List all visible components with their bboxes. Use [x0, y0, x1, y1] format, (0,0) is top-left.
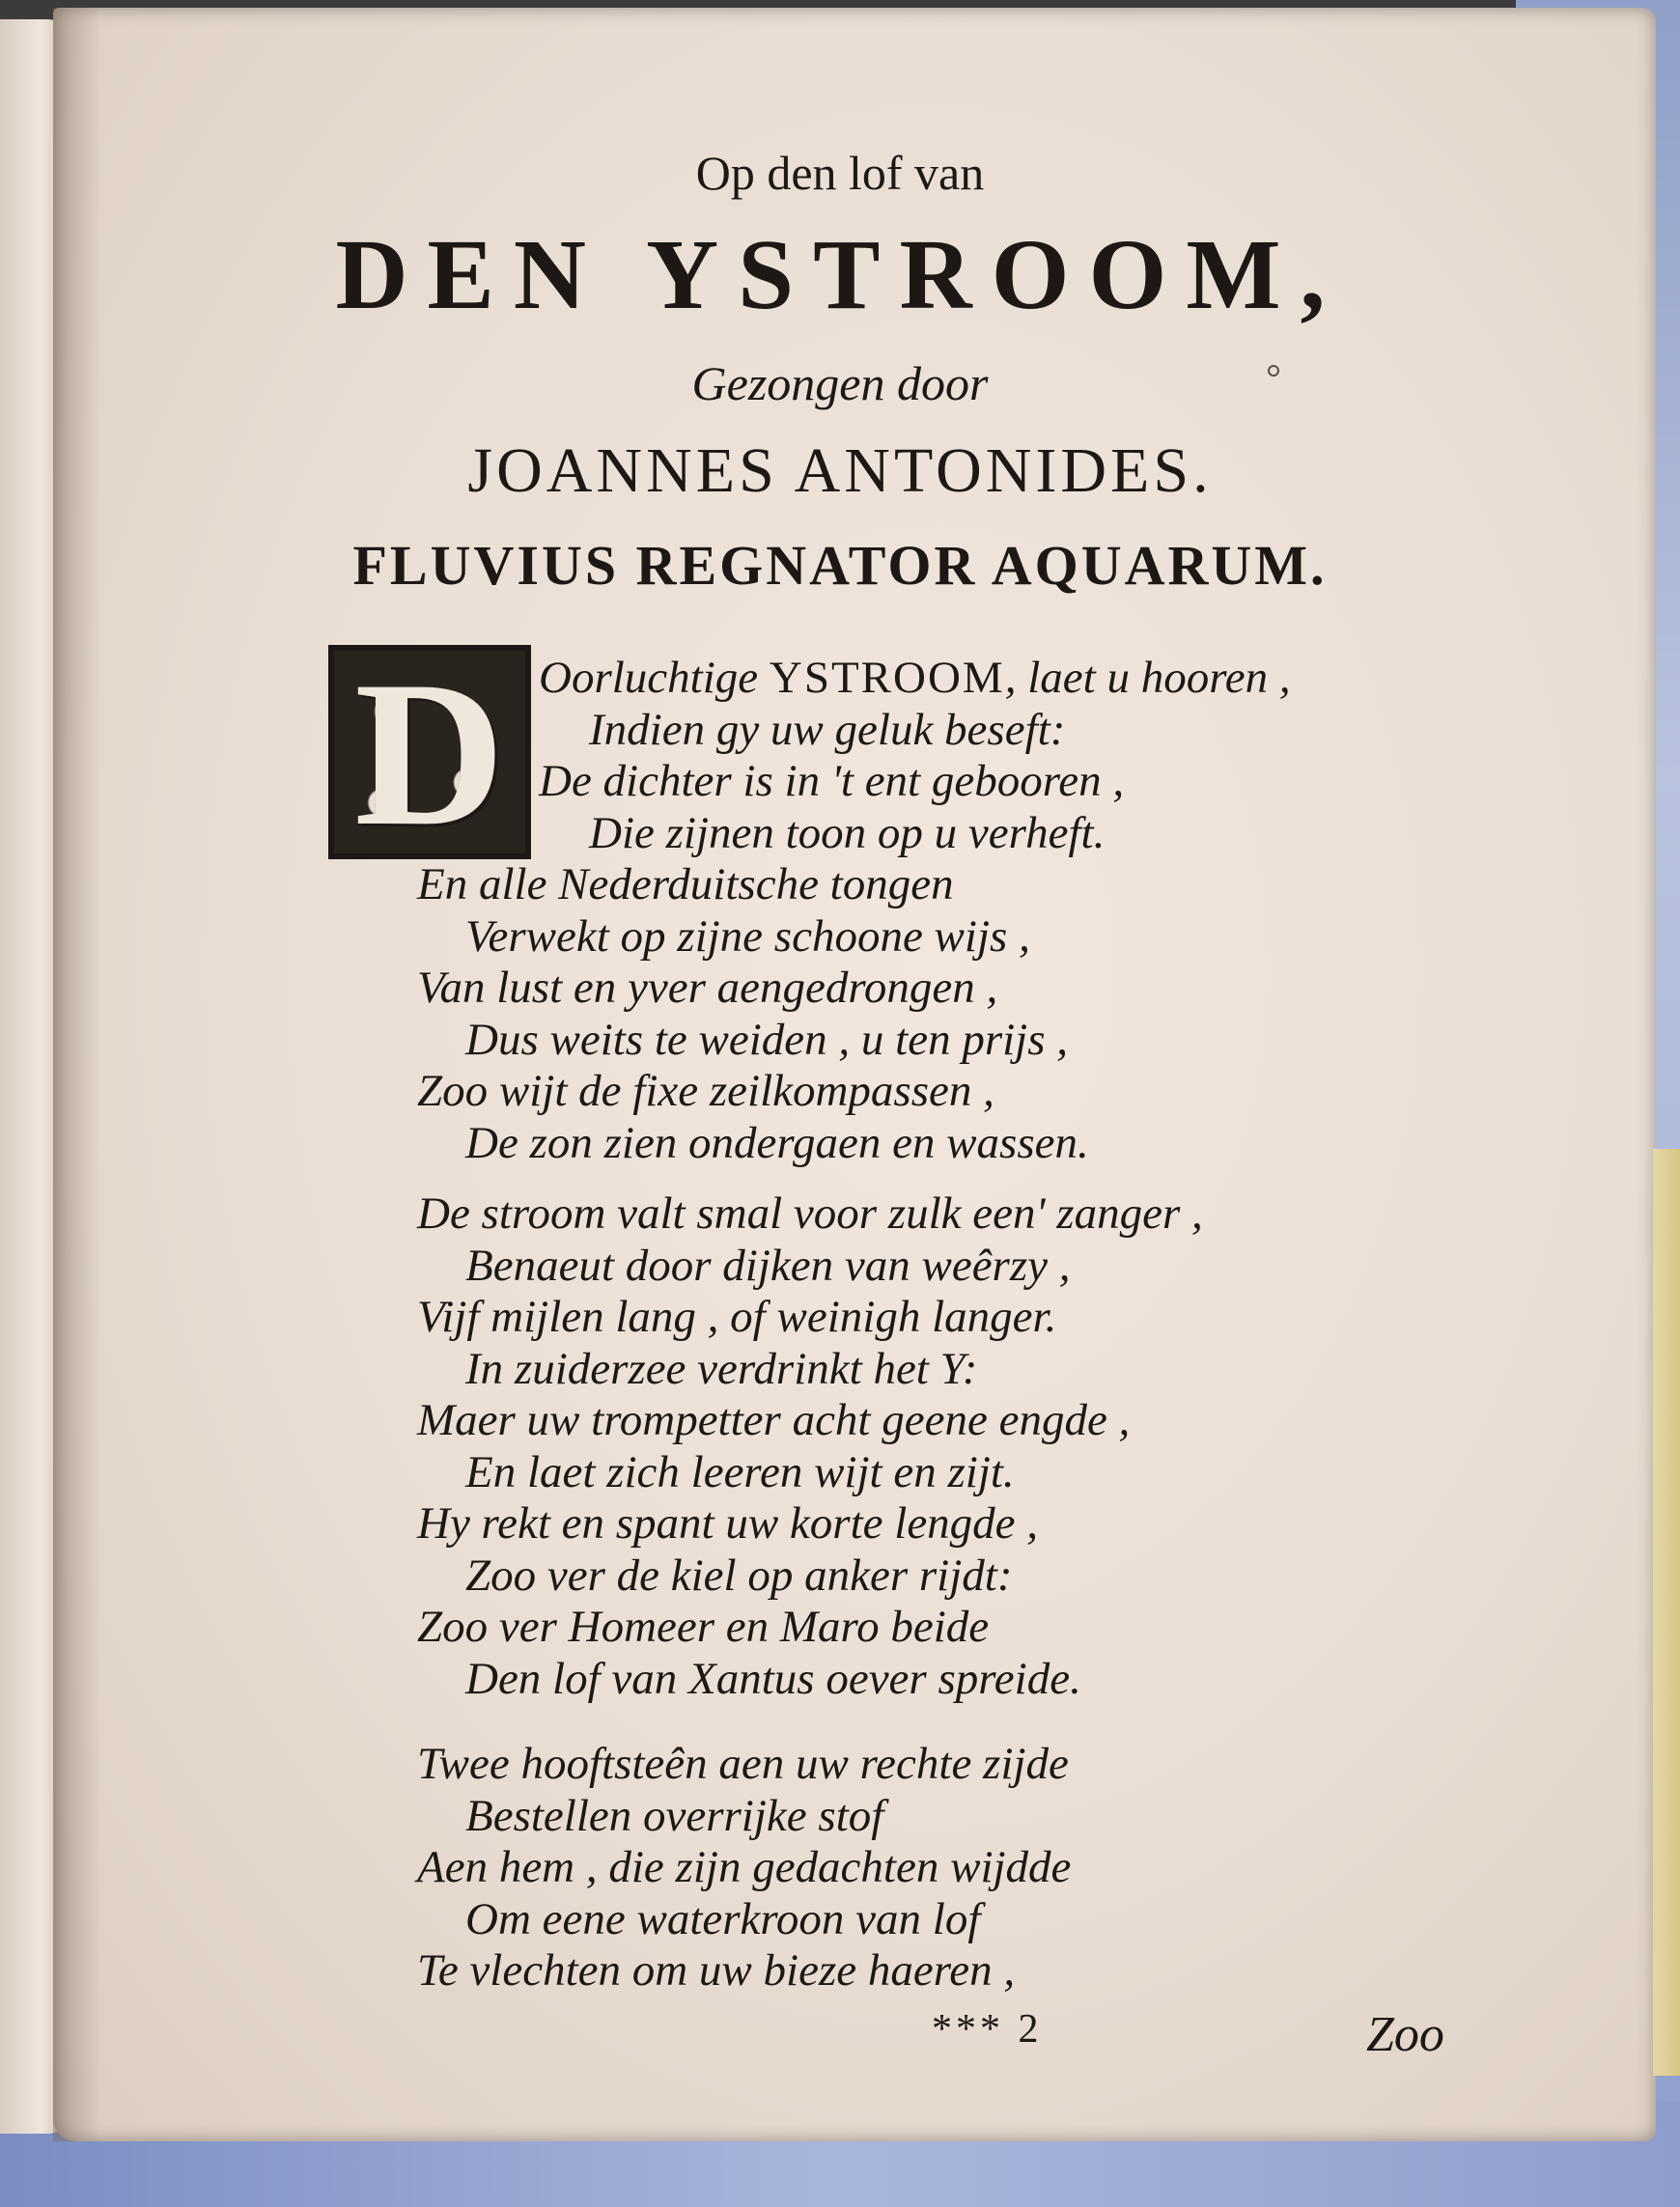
page-edge-strip	[1653, 1149, 1680, 2076]
poem-line: Zoo wijt de fixe zeilkompassen ,	[417, 1066, 994, 1116]
poem-line: De dichter is in 't ent gebooren ,	[539, 756, 1125, 806]
poem-line: Indien gy uw geluk beseft:	[589, 704, 1066, 755]
poem-line: Te vlechten om uw bieze haeren ,	[417, 1945, 1016, 1996]
poem-line: En alle Nederduitsche tongen	[417, 859, 954, 909]
poem-line: Den lof van Xantus oever spreide.	[465, 1653, 1081, 1704]
poem-line: Die zijnen toon op u verheft.	[589, 807, 1106, 858]
page-title: DEN YSTROOM,	[335, 219, 1345, 330]
poem-line: Bestellen overrijke stof	[465, 1790, 884, 1841]
ornamental-initial-icon	[328, 638, 531, 869]
poem-line: Maer uw trompetter acht geene engde ,	[417, 1395, 1131, 1445]
poem-line: Om eene waterkroon van lof	[465, 1893, 981, 1944]
motto: FLUVIUS REGNATOR AQUARUM.	[352, 534, 1328, 597]
poem-line: En laet zich leeren wijt en zijt.	[465, 1446, 1015, 1497]
poem-line: Vijf mijlen lang , of weinigh langer.	[417, 1292, 1057, 1342]
poem-line: Benaeut door dijken van weêrzy ,	[465, 1240, 1071, 1291]
subtitle: Gezongen door	[691, 356, 989, 410]
catchword: Zoo	[1366, 2007, 1444, 2062]
poem-line: Zoo ver de kiel op anker rijdt:	[465, 1550, 1013, 1601]
poem-line: In zuiderzee verdrinkt het Y:	[465, 1343, 978, 1394]
poem-line: Van lust en yver aengedrongen ,	[417, 963, 998, 1013]
poem-line: Dus weits te weiden , u ten prijs ,	[465, 1014, 1069, 1065]
signature-mark: *** 2	[932, 2007, 1043, 2052]
poem-line	[539, 652, 1291, 704]
poem-line-end: , laet u hooren ,	[1004, 653, 1291, 703]
small-caps-name: YSTROOM	[769, 653, 1005, 703]
poem-line: Verwekt op zijne schoone wijs ,	[465, 910, 1030, 962]
author-name: JOANNES ANTONIDES.	[467, 435, 1213, 506]
poem-line: De stroom valt smal voor zulk een' zanger ,	[417, 1188, 1203, 1239]
poem-line: De zon zien ondergaen en wassen.	[465, 1117, 1089, 1168]
dropcap-letter: D	[354, 638, 505, 869]
poem-line-start: Oorluchtige	[539, 653, 770, 703]
poem-line: Twee hooftsteên aen uw rechte zijde	[417, 1739, 1069, 1789]
poem-line: Aen hem , die zijn gedachten wijdde	[417, 1842, 1072, 1892]
poem-line: Zoo ver Homeer en Maro beide	[417, 1602, 990, 1652]
title-small: Op den lof van	[695, 146, 985, 200]
poem-line: Hy rekt en spant uw korte lengde ,	[417, 1498, 1039, 1549]
